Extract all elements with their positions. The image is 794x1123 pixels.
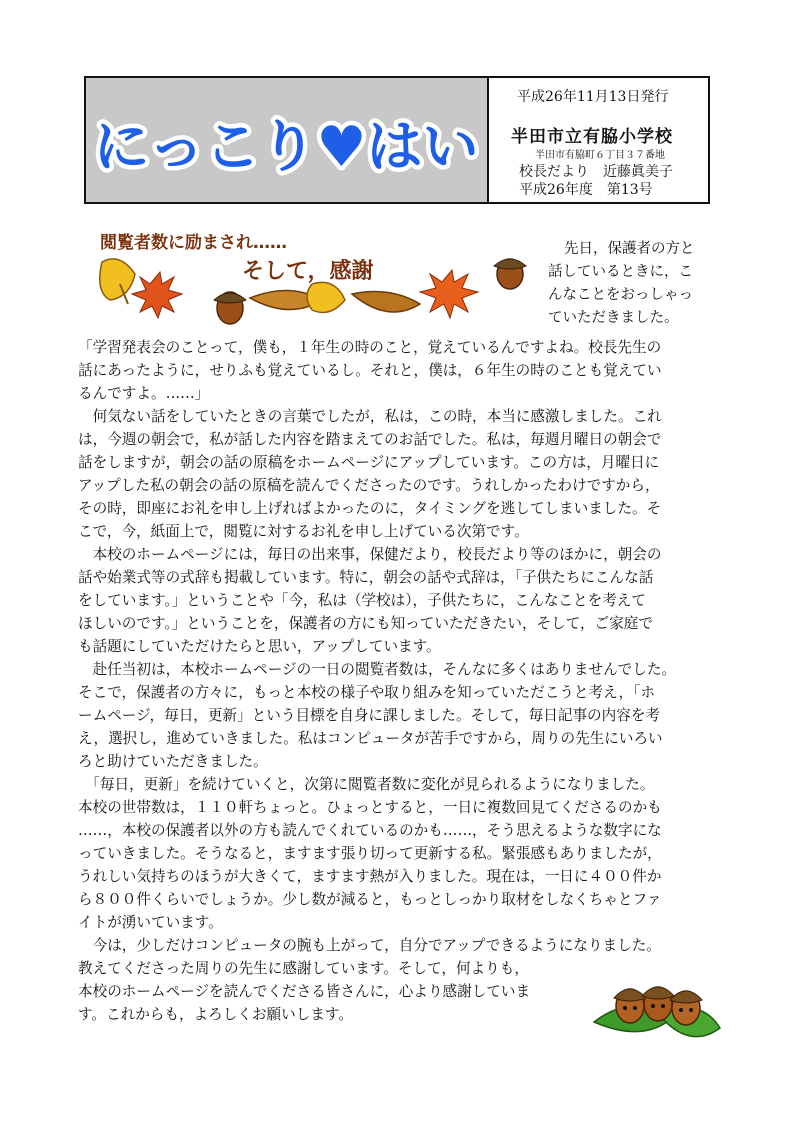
ginkgo-leaf-icon-2 [307, 282, 345, 312]
body-line: アップした私の朝会の話の原稿を読んでくださったのです。うれしかったわけですから， [78, 477, 660, 494]
body-line: 本校の世帯数は，１１０軒ちょっと。ひょっとすると，一日に複数回見てくださるのかも [78, 799, 662, 816]
body-line: え，選択し，進めていきました。私はコンピュータが苦手ですから，周りの先生にいろい [78, 730, 663, 747]
banner-title-line2: そして，感謝 [242, 259, 374, 284]
school-address: 半田市有脇町６丁目３７番地 [535, 150, 665, 161]
column-author: 校長だより 近藤眞美子 [519, 164, 673, 180]
ginkgo-leaf-icon [100, 259, 135, 300]
masthead-info [489, 78, 708, 202]
brown-leaf-icon-2 [352, 292, 420, 312]
issue-number: 平成26年度 第13号 [519, 182, 653, 198]
body-line: っていきました。そうなると，ますます張り切って更新する私。緊張感もありましたが， [78, 845, 662, 862]
body-line: 今は，少しだけコンピュータの腕も上がって，自分でアップできるようになりました。 [78, 937, 661, 954]
body-line: も話題にしていただけたらと思い，アップしています。 [78, 638, 441, 655]
school-name: 半田市立有脇小学校 [511, 127, 673, 147]
body-line: その時，即座にお礼を申し上げればよかったのに，タイミングを逃してしまいました。そ [78, 500, 662, 517]
body-line: こで，今，紙面上で，閲覧に対するお礼を申し上げている次第です。 [78, 523, 529, 540]
body-line: ろと助けていただきました。 [78, 753, 268, 770]
intro-paragraph [548, 238, 728, 330]
intro-line: 先日，保護者の方と [564, 241, 695, 257]
body-line: うれしい気持ちのほうが大きくて，ますます熱が入りました。現在は，一日に４００件か [78, 868, 662, 885]
body-line: イトが湧いています。 [78, 914, 223, 931]
body-line: 何気ない話をしていたときの言葉でしたが，私は，この時，本当に感激しました。これ [78, 408, 662, 425]
body-line: 話にあったように，せりふも覚えているし。それと，僕は，６年生の時のことも覚えてい [78, 362, 662, 379]
body-line: 赴任当初は，本校ホームページの一日の閲覧者数は，そんなに多くはありませんでした。 [78, 661, 677, 678]
body-line: 教えてくださった周りの先生に感謝しています。そして，何よりも， [78, 960, 529, 977]
body-line: ームページ，毎日，更新」という目標を自身に課しました。そして，毎日記事の内容を考 [78, 707, 661, 724]
masthead-title-graphic [86, 78, 487, 202]
banner-title-line1: 閲覧者数に励まされ…… [100, 233, 287, 253]
body-line: す。これからも，よろしくお願いします。 [78, 1006, 353, 1023]
body-line: 本校のホームページを読んでくださる皆さんに，心より感謝していま [78, 983, 531, 1000]
issue-date: 平成26年11月13日発行 [517, 89, 669, 105]
intro-line: 話しているときに，こ [548, 264, 693, 280]
intro-line: んなことをおっしゃっ [548, 287, 693, 303]
maple-leaf-icon-2 [420, 270, 478, 318]
body-line: 話や始業式等の式辞も掲載しています。特に，朝会の話や式辞は，「子供たちにこんな話 [78, 569, 654, 586]
masthead-title-panel [86, 78, 489, 202]
body-line: そこで，保護者の方々に，もっと本校の様子や取り組みを知っていただこうと考え，「ホ [78, 684, 656, 701]
masthead-title: にっこり♥はい [93, 115, 479, 180]
masthead [84, 76, 710, 204]
body-line: るんですよ。……」 [78, 385, 210, 402]
body-line: をしています。」ということや「今，私は（学校は），子供たちに，こんなことを考えて [78, 592, 646, 609]
maple-leaf-icon [132, 272, 182, 318]
body-line: ……，本校の保護者以外の方も読んでくれているのかも……，そう思えるような数字にな [78, 822, 662, 839]
intro-line: ていただきました。 [548, 310, 679, 326]
body-line: は，今週の朝会で，私が話した内容を踏まえてのお話でした。私は，毎週月曜日の朝会で [78, 431, 662, 448]
body-line: ほしいのです。」ということを，保護者の方にも知っていただきたい，そして，ご家庭で [78, 615, 653, 632]
body-line: 「学習発表会のことって，僕も，１年生の時のこと，覚えているんですよね。校長先生の [78, 339, 662, 356]
acorns-illustration [590, 966, 724, 1052]
body-line: 話をしますが，朝会の話の原稿をホームページにアップしています。この方は，月曜日に [78, 454, 660, 471]
body-line: 本校のホームページには，毎日の出来事，保健だより，校長だより等のほかに，朝会の [78, 546, 662, 563]
body-line: ら８００件くらいでしょうか。少し数が減ると，もっとしっかり取材をしなくちゃとファ [78, 891, 662, 908]
body-line: 「毎日，更新」を続けていくと，次第に閲覧者数に変化が見られるようになりました。 [78, 776, 655, 793]
article-banner [90, 222, 545, 337]
article-body [78, 336, 724, 1026]
